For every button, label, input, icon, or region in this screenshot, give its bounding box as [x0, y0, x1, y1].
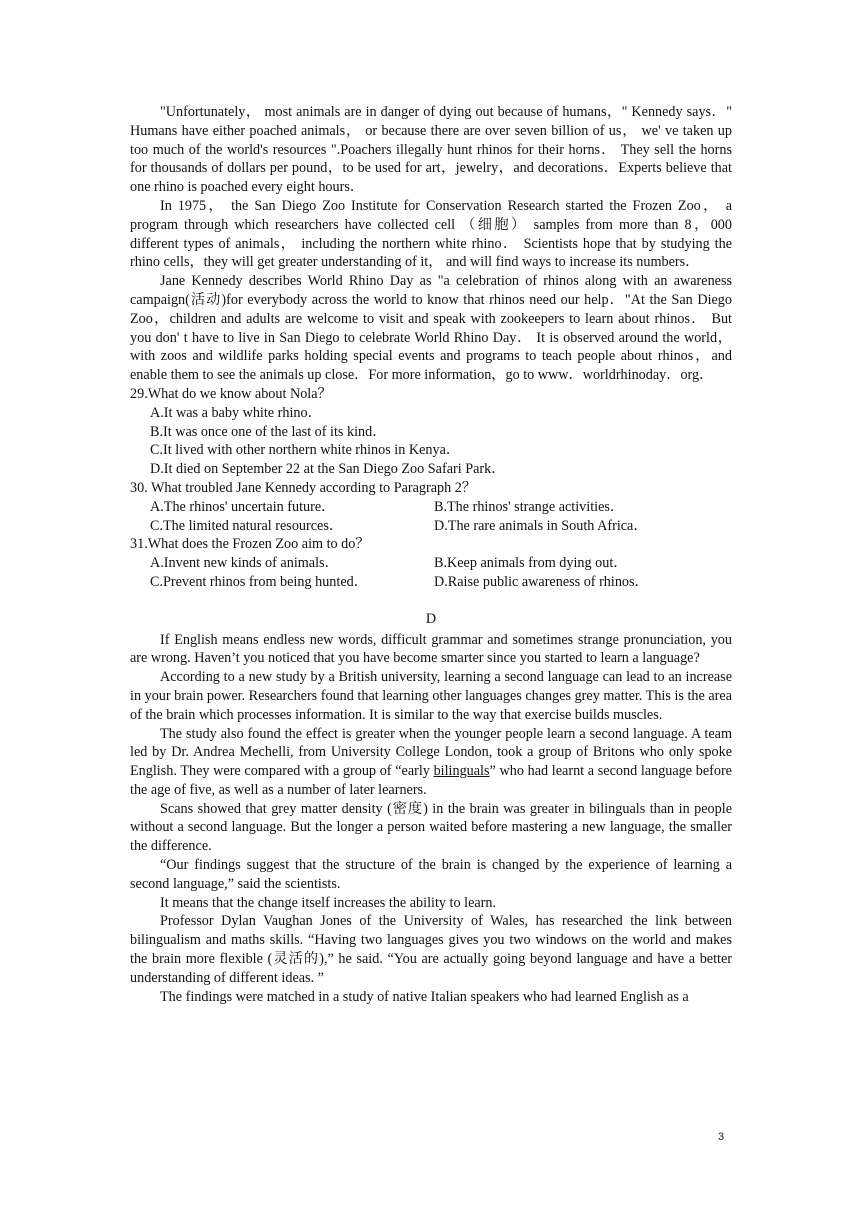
question-31-option-d: D.Raise public awareness of rhinos．: [434, 573, 649, 590]
section-heading-d: D: [425, 610, 437, 627]
question-31-options-row-1: [130, 554, 732, 573]
underlined-word-bilinguals: bilinguals: [433, 763, 490, 780]
passage-d-paragraph-4: Scans showed that grey matter density (密度) in the brain was greater in bilinguals than in people without a second language. But the longer a person waited before mastering a new language, the smaller the difference.: [130, 800, 732, 855]
question-31-option-c: C.Prevent rhinos from being hunted．: [150, 573, 368, 590]
passage-d-paragraph-3-part-2: ” who had learnt a second language before the age of five, as well as a number of later learners.: [130, 763, 732, 798]
question-31-stem: 31.What does the Frozen Zoo aim to do？: [130, 536, 370, 553]
question-29: [130, 385, 732, 479]
document-page: [130, 103, 732, 1006]
passage-c-paragraph-2: In 1975， the San Diego Zoo Institute for Conservation Research started the Frozen Zoo， a program through which researchers have collected cell （细胞） samples from more than 8，000 different types of animals， including the northern white rhino． Scientists hope that by studying the rhino cells，they will get greater understanding of it， and will find ways to increase its numbers．: [130, 197, 732, 271]
question-30: [130, 479, 732, 535]
question-29-option-d: D.It died on September 22 at the San Diego Zoo Safari Park．: [150, 461, 506, 478]
question-31-option-a: A.Invent new kinds of animals．: [150, 555, 339, 572]
passage-d-paragraph-6: It means that the change itself increases the ability to learn.: [160, 894, 497, 911]
passage-d-paragraph-5: “Our findings suggest that the structure of the brain is changed by the experience of learning a second language,” said the scientists.: [130, 857, 732, 892]
passage-d-paragraph-2: According to a new study by a British university, learning a second language can lead to an increase in your brain power. Researchers found that learning other languages changes grey matter. This is the area of the brain which processes information. It is similar to the way that exercise builds muscles.: [130, 669, 732, 723]
question-31-option-b: B.Keep animals from dying out．: [434, 555, 628, 572]
passage-c-paragraph-1: "Unfortunately， most animals are in danger of dying out because of humans，" Kennedy says．" Humans have either poached animals， or because there are over seven billion of us， we' ve taken up too much of the world's resources ".Poachers illegally hunt rhinos for their horns． They sell the horns for thousands of dollars per pound，to be used for art，jewelry，and decorations．Experts believe that one rhino is poached every eight hours．: [130, 104, 732, 196]
question-29-stem: 29.What do we know about Nola？: [130, 385, 332, 402]
passage-d-paragraph-3-part-1: The study also found the effect is greater when the younger people learn a second language. A team led by Dr. Andrea Mechelli, from University College London, took a group of Britons who only spoke English. They were compared with a group of “early: [130, 725, 732, 780]
passage-d-paragraph-8: The findings were matched in a study of native Italian speakers who had learned English as a: [160, 988, 689, 1005]
question-31: [130, 535, 732, 591]
page-number: 3: [718, 1131, 725, 1143]
question-29-option-b: B.It was once one of the last of its kind．: [150, 423, 387, 440]
question-29-option-c: C.It lived with other northern white rhinos in Kenya．: [150, 442, 461, 459]
question-30-option-b: B.The rhinos' strange activities．: [434, 498, 625, 515]
question-30-option-a: A.The rhinos' uncertain future．: [150, 498, 336, 515]
question-30-options-row-2: [130, 517, 732, 536]
question-30-stem: 30. What troubled Jane Kennedy according to Paragraph 2？: [130, 479, 477, 496]
question-30-option-c: C.The limited natural resources．: [150, 517, 344, 534]
question-31-options-row-2: [130, 573, 732, 592]
question-30-option-d: D.The rare animals in South Africa．: [434, 517, 648, 534]
question-29-option-a: A.It was a baby white rhino．: [150, 404, 322, 421]
passage-c-paragraph-3: Jane Kennedy describes World Rhino Day as "a celebration of rhinos along with an awareness campaign(活动)for everybody across the world to know that rhinos need our help．"At the San Diego Zoo，children and adults are welcome to visit and speak with zookeepers to learn about rhinos． But you don' t have to live in San Diego to celebrate World Rhino Day． It is observed around the world， with zoos and wildlife parks holding special events and programs to teach people about rhinos，and enable them to see the animals up close．For more information，go to www．worldrhinoday．org．: [130, 273, 732, 384]
passage-d-paragraph-7: Professor Dylan Vaughan Jones of the University of Wales, has researched the link between bilingualism and maths skills. “Having two languages gives you two windows on the world and makes the brain more flexible (灵活的),” he said. “You are actually going beyond language and have a better understanding of different ideas. ”: [130, 913, 732, 986]
question-30-options-row-1: [130, 498, 732, 517]
passage-d-paragraph-3: [130, 725, 732, 800]
passage-d-paragraph-1: If English means endless new words, difficult grammar and sometimes strange pronunciation, you are wrong. Haven’t you noticed that you have become smarter since you started to learn a language?: [130, 631, 732, 667]
